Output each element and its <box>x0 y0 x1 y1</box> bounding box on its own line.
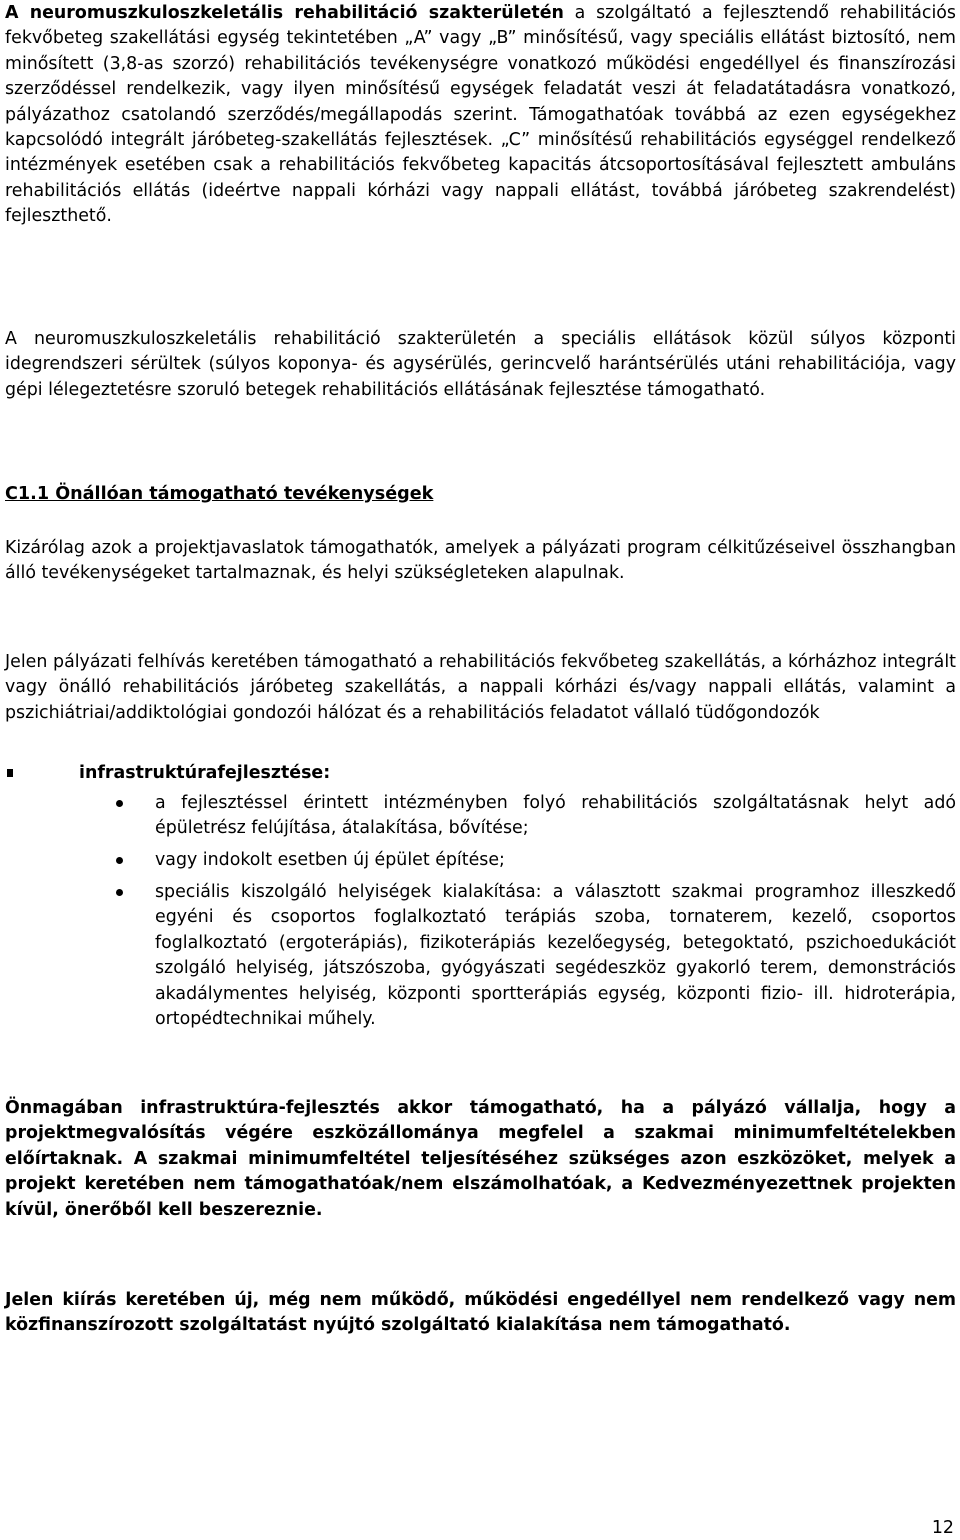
paragraph-body: a szolgáltató a fejlesztendő rehabilitációs fekvőbeteg szakellátási egység tekintetében „A” vagy „B” minősítésű, vagy speciális ellátást biztosító, nem minősített (3,8-as szorzó) rehabilitációs tevékenységre vonatkozó működési engedéllyel és finanszírozási szerződéssel rendelkezik, vagy ilyen minősítésű egységek feladatát veszi át feladatátadásra vonatkozó, pályázathoz csatolandó szerződés/megállapodás szerint. Támogathatóak továbbá az ezen egységekhez kapcsolódó integrált járóbeteg-szakellátás fejlesztések. „C” minősítésű rehabilitációs egységgel rendelkező intézmények esetében csak a rehabilitációs fekvőbeteg kapacitás átcsoportosításával fejlesztett ambuláns rehabilitációs ellátás (ideértve nappali kórházi vagy nappali ellátást, továbbá járóbeteg szakrendelést) fejleszthető. <box>5 3 956 227</box>
paragraph-lead-bold: A neuromuszkuloszkeletális rehabilitáció szakterületén <box>5 3 564 23</box>
paragraph-supported-care: Jelen pályázati felhívás keretében támogatható a rehabilitációs fekvőbeteg szakellátás, a kórházhoz integrált vagy önálló rehabilitációs járóbeteg szakellátás, a nappali kórházi és/vagy nappali ellátás, valamint a pszichiátriai/addiktológiai gondozói hálózat és a rehabilitációs feladatot vállaló tüdőgondozók <box>5 652 956 723</box>
section-heading: C1.1 Önállóan támogatható tevékenységek <box>5 484 434 504</box>
paragraph-neuromuscular-intro <box>5 1 956 230</box>
square-bullet-icon <box>7 769 13 777</box>
bullet-dot-icon <box>116 857 123 864</box>
bullet-dot-icon <box>116 889 123 896</box>
paragraph-not-supported: Jelen kiírás keretében új, még nem működő, működési engedéllyel nem rendelkező vagy nem közfinanszírozott szolgáltatást nyújtó szolgáltató kialakítása nem támogatható. <box>5 1290 956 1336</box>
page-number: 12 <box>931 1518 954 1538</box>
paragraph-eligibility: Kizárólag azok a projektjavaslatok támogathatók, amelyek a pályázati program célkitűzéseivel összhangban álló tevékenységeket tartalmaznak, és helyi szükségleteken alapulnak. <box>5 538 956 584</box>
paragraph-infrastructure-condition: Önmagában infrastruktúra-fejlesztés akkor támogatható, ha a pályázó vállalja, hogy a projektmegvalósítás végére eszközállománya megfelel a szakmai minimumfeltételekben előírtaknak. A szakmai minimumfeltétel teljesítéséhez szükséges azon eszközöket, melyek a projekt keretében nem támogathatóak/nem elszámolhatóak, a Kedvezményezettnek projekten kívül, önerőből kell beszereznie. <box>5 1098 956 1220</box>
list-heading: infrastruktúrafejlesztése: <box>79 763 331 783</box>
list-item-text: vagy indokolt esetben új épület építése; <box>155 850 505 870</box>
paragraph-special-care: A neuromuszkuloszkeletális rehabilitáció szakterületén a speciális ellátások közül súlyos központi idegrendszeri sérültek (súlyos koponya- és agysérülés, gerincvelő harántsérülés utáni rehabilitációja, vagy gépi lélegeztetésre szoruló betegek rehabilitációs ellátásának fejlesztése támogatható. <box>5 329 956 400</box>
list-item-text: speciális kiszolgáló helyiségek kialakítása: a választott szakmai programhoz illeszkedő egyéni és csoportos foglalkoztató terápiás szoba, tornaterem, kezelő, csoportos foglalkoztató (ergoterápiás), fizikoterápiás kezelőegység, betegoktató, pszichoedukációt szolgáló helyiség, játszószoba, gyógyászati segédeszköz gyakorló terem, demonstrációs akadálymentes helyiség, központi sportterápiás egység, központi fizio- ill. hidroterápia, ortopédtechnikai műhely. <box>155 882 956 1030</box>
list-item-text: a fejlesztéssel érintett intézményben folyó rehabilitációs szolgáltatásnak helyt adó épületrész felújítása, átalakítása, bővítése; <box>155 793 956 839</box>
bullet-dot-icon <box>116 800 123 807</box>
